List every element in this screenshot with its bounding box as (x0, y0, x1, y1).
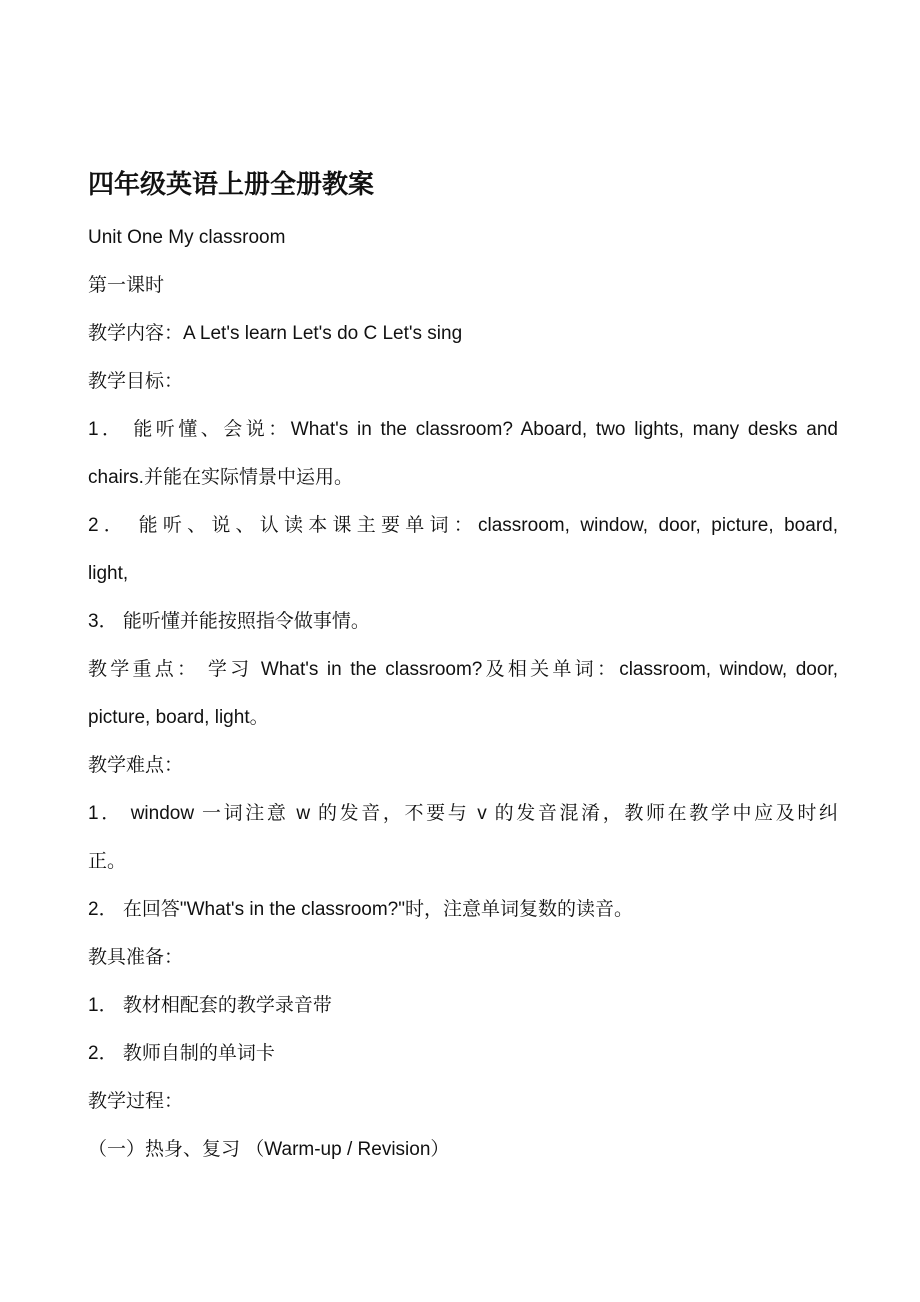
objective-1-line-2: chairs.并能在实际情景中运用。 (88, 467, 353, 488)
process-step-1: （一）热身、复习 （Warm-up / Revision） (88, 1139, 450, 1160)
objective-1-line-1: 1． 能听懂、会说：What's in the classroom? Aboard, two lights, many desks and (88, 419, 838, 440)
difficulty-1-line-1: 1． window 一词注意 w 的发音，不要与 v 的发音混淆，教师在教学中应及时纠 (88, 803, 838, 824)
materials-heading: 教具准备： (88, 947, 184, 968)
process-heading: 教学过程： (88, 1091, 184, 1112)
material-2: 2． 教师自制的单词卡 (88, 1043, 275, 1064)
difficulty-1-line-2: 正。 (88, 851, 127, 872)
document-page (88, 166, 838, 1174)
difficulty-2: 2． 在回答"What's in the classroom?"时，注意单词复数的读音。 (88, 899, 633, 920)
key-points-line-2: picture, board, light。 (88, 707, 269, 728)
objective-3: 3． 能听懂并能按照指令做事情。 (88, 611, 370, 632)
document-title: 四年级英语上册全册教案 (88, 170, 375, 200)
objective-2-line-1: 2． 能听、说、认读本课主要单词：classroom, window, door, picture, board, (88, 515, 838, 536)
key-points-line-1: 教学重点： 学习 What's in the classroom?及相关单词：classroom, window, door, (88, 659, 838, 680)
difficulties-heading: 教学难点： (88, 755, 184, 776)
material-1: 1． 教材相配套的教学录音带 (88, 995, 332, 1016)
lesson-label: 第一课时 (88, 275, 165, 296)
objective-2-line-2: light, (88, 563, 129, 584)
objectives-heading: 教学目标： (88, 371, 184, 392)
teaching-content: 教学内容：A Let's learn Let's do C Let's sing (88, 323, 463, 344)
unit-heading: Unit One My classroom (88, 227, 286, 248)
